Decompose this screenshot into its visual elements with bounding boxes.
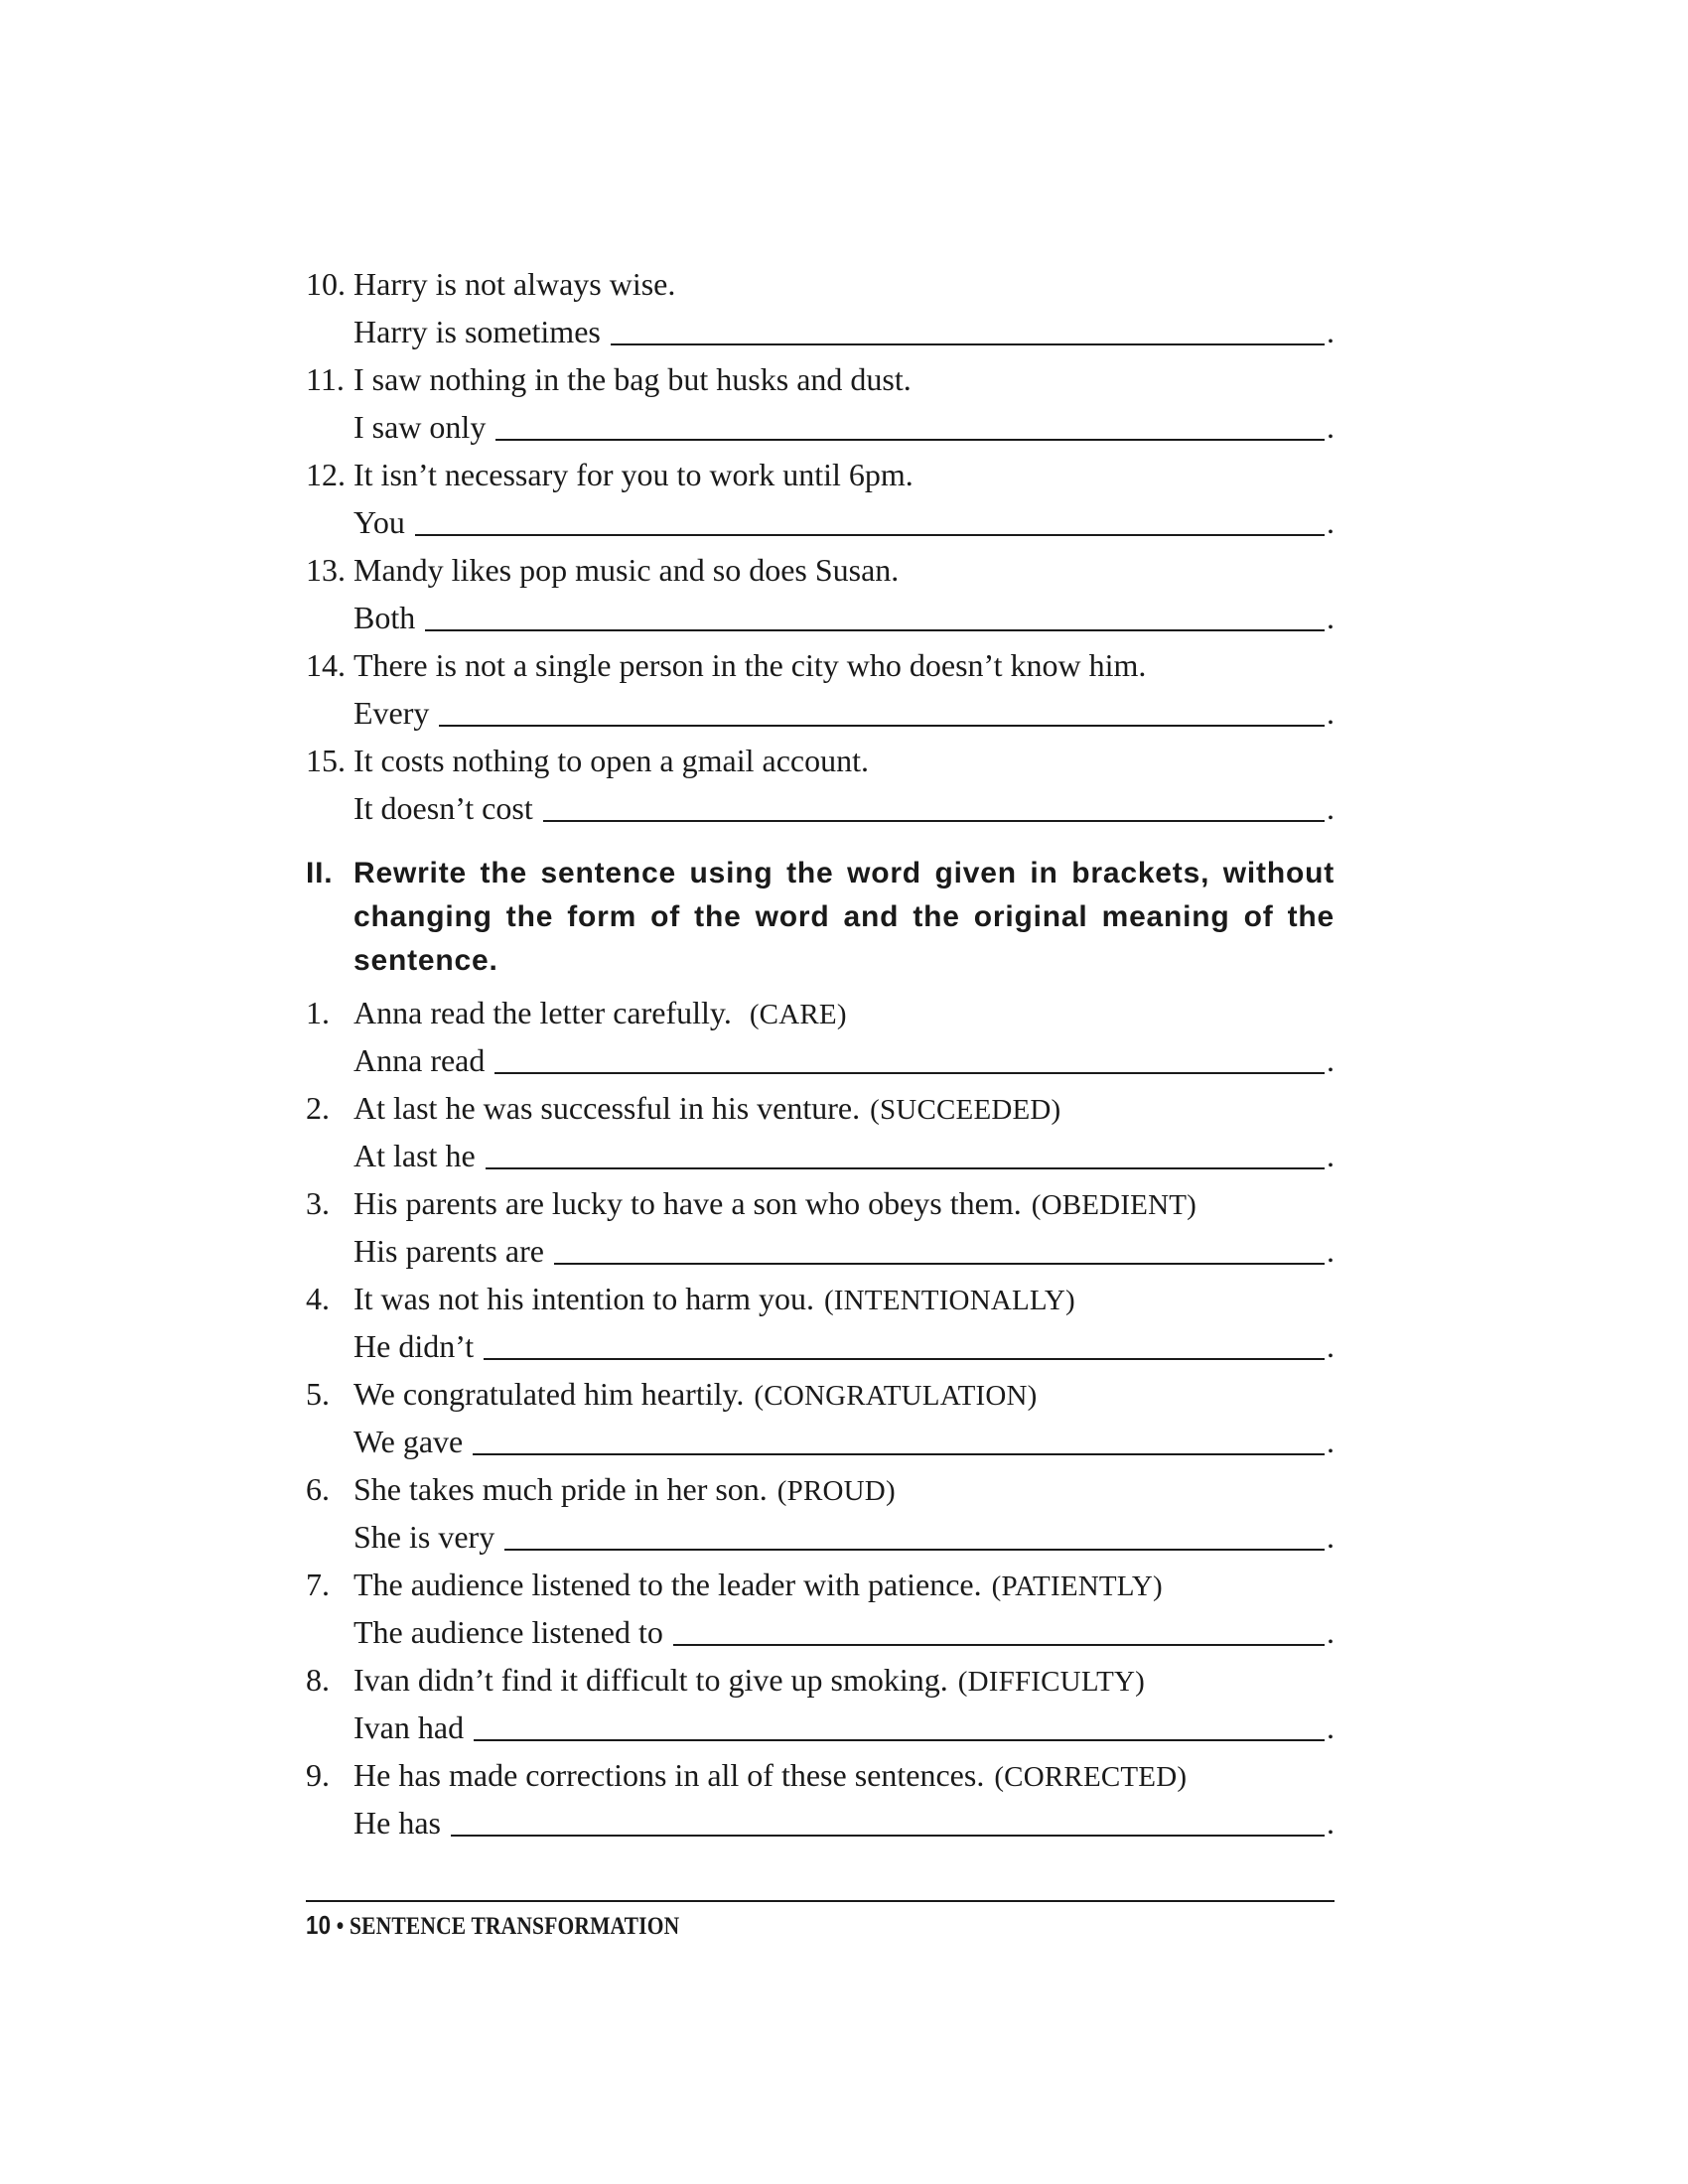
bracket-keyword: (CORRECTED)	[994, 1761, 1188, 1793]
answer-blank[interactable]	[554, 1229, 1325, 1265]
item-number: 9.	[306, 1757, 330, 1793]
rewrite-stem: It doesn’t cost	[353, 790, 533, 826]
exercise-item-1: 1. Anna read the letter carefully. (CARE) Anna read .	[306, 989, 1335, 1084]
item-number: 10.	[306, 266, 346, 302]
item-number: 15.	[306, 743, 346, 778]
section-instructions: Rewrite the sentence using the word given in brackets, without changing the form of the word and the original meaning of the sentence.	[353, 857, 1335, 977]
item-number: 8.	[306, 1662, 330, 1698]
answer-blank[interactable]	[611, 310, 1325, 345]
exercise-item-11: 11. I saw nothing in the bag but husks and dust. I saw only .	[306, 355, 1335, 451]
rewrite-stem: Ivan had	[353, 1709, 465, 1745]
worksheet-content	[306, 260, 1335, 1846]
item-number: 4.	[306, 1281, 330, 1316]
part-2-exercises	[306, 989, 1335, 1846]
original-sentence: He has made corrections in all of these sentences.	[353, 1757, 985, 1793]
answer-blank[interactable]	[494, 1038, 1325, 1074]
rewrite-stem: The audience listened to	[353, 1614, 663, 1650]
answer-blank[interactable]	[673, 1610, 1325, 1646]
bracket-keyword: (CARE)	[749, 999, 847, 1030]
item-number: 7.	[306, 1567, 330, 1602]
exercise-item-10: 10. Harry is not always wise. Harry is sometimes .	[306, 260, 1335, 355]
original-sentence: Harry is not always wise.	[353, 266, 676, 302]
item-number: 1.	[306, 995, 330, 1030]
exercise-item-12: 12. It isn’t necessary for you to work until 6pm. You .	[306, 451, 1335, 546]
original-sentence: The audience listened to the leader with patience.	[353, 1567, 982, 1602]
bracket-keyword: (OBEDIENT)	[1031, 1189, 1197, 1221]
item-number: 11.	[306, 361, 345, 397]
answer-blank[interactable]	[495, 405, 1325, 441]
footer-divider	[306, 1900, 1335, 1902]
original-sentence: We congratulated him heartily.	[353, 1376, 745, 1412]
bracket-keyword: (PROUD)	[776, 1475, 896, 1507]
section-2-heading	[306, 852, 1335, 983]
part-1-exercises	[306, 260, 1335, 832]
original-sentence: It was not his intention to harm you.	[353, 1281, 814, 1316]
answer-blank[interactable]	[474, 1706, 1325, 1741]
page-footer	[306, 1900, 1335, 1941]
original-sentence: Ivan didn’t find it difficult to give up smoking.	[353, 1662, 948, 1698]
exercise-item-8: 8. Ivan didn’t find it difficult to give up smoking. (DIFFICULTY) Ivan had .	[306, 1656, 1335, 1751]
rewrite-stem: His parents are	[353, 1233, 544, 1269]
exercise-item-9: 9. He has made corrections in all of these sentences. (CORRECTED) He has .	[306, 1751, 1335, 1846]
rewrite-stem: She is very	[353, 1519, 495, 1555]
bracket-keyword: (DIFFICULTY)	[957, 1666, 1145, 1698]
rewrite-stem: You	[353, 504, 405, 540]
answer-blank[interactable]	[451, 1801, 1325, 1837]
bracket-keyword: (PATIENTLY)	[991, 1570, 1163, 1602]
original-sentence: At last he was successful in his venture.	[353, 1090, 861, 1126]
item-number: 3.	[306, 1185, 330, 1221]
answer-blank[interactable]	[415, 500, 1325, 536]
exercise-item-4: 4. It was not his intention to harm you. (INTENTIONALLY) He didn’t .	[306, 1275, 1335, 1370]
exercise-item-7: 7. The audience listened to the leader with patience. (PATIENTLY) The audience listened to .	[306, 1561, 1335, 1656]
item-number: 13.	[306, 552, 346, 588]
page-number: 10	[306, 1910, 332, 1940]
item-number: 6.	[306, 1471, 330, 1507]
rewrite-stem: Both	[353, 600, 416, 635]
original-sentence: Anna read the letter carefully.	[353, 995, 732, 1030]
exercise-item-13: 13. Mandy likes pop music and so does Susan. Both .	[306, 546, 1335, 641]
answer-blank[interactable]	[504, 1515, 1325, 1551]
bracket-keyword: (INTENTIONALLY)	[823, 1285, 1075, 1316]
original-sentence: She takes much pride in her son.	[353, 1471, 768, 1507]
bracket-keyword: (SUCCEEDED)	[870, 1094, 1061, 1126]
footer-title: SENTENCE TRANSFORMATION	[350, 1913, 680, 1940]
item-number: 2.	[306, 1090, 330, 1126]
bracket-keyword: (CONGRATULATION)	[754, 1380, 1038, 1412]
item-number: 14.	[306, 647, 346, 683]
original-sentence: I saw nothing in the bag but husks and dust.	[353, 361, 912, 397]
rewrite-stem: At last he	[353, 1138, 476, 1173]
original-sentence: It isn’t necessary for you to work until 6pm.	[353, 457, 914, 492]
answer-blank[interactable]	[486, 1134, 1325, 1169]
original-sentence: It costs nothing to open a gmail account.	[353, 743, 869, 778]
exercise-item-3: 3. His parents are lucky to have a son who obeys them. (OBEDIENT) His parents are .	[306, 1179, 1335, 1275]
rewrite-stem: Anna read	[353, 1042, 486, 1078]
item-number: 5.	[306, 1376, 330, 1412]
answer-blank[interactable]	[473, 1420, 1325, 1455]
original-sentence: There is not a single person in the city who doesn’t know him.	[353, 647, 1147, 683]
exercise-item-2: 2. At last he was successful in his venture. (SUCCEEDED) At last he .	[306, 1084, 1335, 1179]
exercise-item-6: 6. She takes much pride in her son. (PROUD) She is very .	[306, 1465, 1335, 1561]
exercise-item-14: 14. There is not a single person in the city who doesn’t know him. Every .	[306, 641, 1335, 737]
original-sentence: His parents are lucky to have a son who obeys them.	[353, 1185, 1022, 1221]
exercise-item-15: 15. It costs nothing to open a gmail account. It doesn’t cost .	[306, 737, 1335, 832]
rewrite-stem: He didn’t	[353, 1328, 475, 1364]
rewrite-stem: Harry is sometimes	[353, 314, 601, 349]
exercise-item-5: 5. We congratulated him heartily. (CONGRATULATION) We gave .	[306, 1370, 1335, 1465]
original-sentence: Mandy likes pop music and so does Susan.	[353, 552, 900, 588]
footer-label	[306, 1910, 1191, 1941]
answer-blank[interactable]	[439, 691, 1325, 727]
rewrite-stem: I saw only	[353, 409, 487, 445]
section-numeral: II.	[306, 857, 334, 889]
rewrite-stem: Every	[353, 695, 430, 731]
answer-blank[interactable]	[425, 596, 1325, 631]
item-number: 12.	[306, 457, 346, 492]
rewrite-stem: We gave	[353, 1424, 464, 1459]
footer-separator: •	[336, 1913, 345, 1940]
rewrite-stem: He has	[353, 1805, 441, 1841]
answer-blank[interactable]	[484, 1324, 1325, 1360]
answer-blank[interactable]	[543, 786, 1325, 822]
